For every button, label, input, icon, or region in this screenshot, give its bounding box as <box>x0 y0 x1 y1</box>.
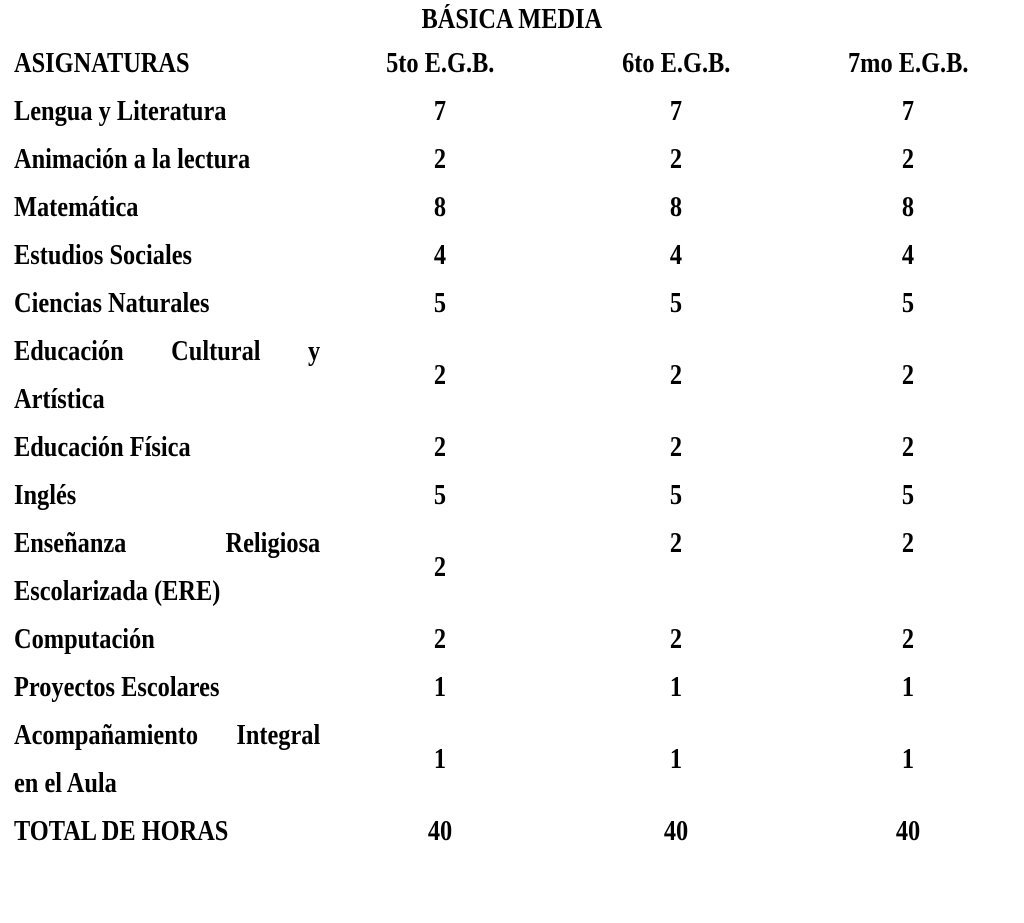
hours-value: 2 <box>433 144 447 175</box>
hours-value-cell <box>792 232 1024 280</box>
hours-value-cell <box>792 424 1024 472</box>
hours-value: 8 <box>433 192 447 223</box>
hours-value: 2 <box>433 432 447 463</box>
subject-label <box>14 616 320 664</box>
hours-value-cell <box>320 136 560 184</box>
hours-value-cell <box>560 280 792 328</box>
subject-label <box>14 424 320 472</box>
subject-text: Educación Física <box>14 432 191 463</box>
table-row <box>14 472 1024 520</box>
hours-value-cell <box>320 328 560 424</box>
subject-word: Cultural <box>171 336 261 367</box>
hours-value: 2 <box>433 360 447 391</box>
hours-value: 8 <box>901 192 915 223</box>
hours-value-cell <box>560 88 792 136</box>
hours-value-cell <box>560 184 792 232</box>
hours-value-cell <box>792 712 1024 808</box>
header-row <box>14 40 1024 88</box>
hours-value-cell <box>792 280 1024 328</box>
subject-label <box>14 664 320 712</box>
hours-value: 5 <box>669 480 683 511</box>
table-row <box>14 136 1024 184</box>
subject-text: Inglés <box>14 480 77 511</box>
hours-value: 2 <box>901 624 915 655</box>
table-row <box>14 184 1024 232</box>
hours-value-cell <box>560 616 792 664</box>
table-title <box>0 0 1024 40</box>
hours-value: 2 <box>901 360 915 391</box>
hours-value-cell <box>792 136 1024 184</box>
table-row <box>14 664 1024 712</box>
hours-value-cell <box>560 136 792 184</box>
table-row <box>14 232 1024 280</box>
column-header-5to-egb <box>320 40 560 88</box>
hours-value-cell <box>320 520 560 616</box>
hours-value-cell <box>320 664 560 712</box>
hours-value: 7 <box>433 96 447 127</box>
subject-label <box>14 808 320 856</box>
schedule-table <box>14 40 1024 856</box>
hours-value: 2 <box>669 360 683 391</box>
hours-value-cell <box>792 184 1024 232</box>
hours-value-cell <box>560 472 792 520</box>
column-header-text: 7mo E.G.B. <box>847 48 969 79</box>
hours-value: 4 <box>901 240 915 271</box>
hours-value: 2 <box>901 144 915 175</box>
hours-value: 2 <box>669 528 683 559</box>
subject-text: Estudios Sociales <box>14 240 193 271</box>
subject-word: Religiosa <box>225 528 321 559</box>
hours-value-cell <box>320 280 560 328</box>
hours-value: 5 <box>433 480 447 511</box>
hours-value: 1 <box>669 672 683 703</box>
subject-text: Proyectos Escolares <box>14 672 220 703</box>
subject-label <box>14 280 320 328</box>
hours-value-cell <box>320 712 560 808</box>
subject-line2: Artística <box>14 384 105 415</box>
hours-value: 2 <box>669 432 683 463</box>
hours-value: 1 <box>901 672 915 703</box>
hours-value-cell <box>792 664 1024 712</box>
hours-value: 5 <box>901 480 915 511</box>
table-row <box>14 424 1024 472</box>
subject-label <box>14 184 320 232</box>
column-header-asignaturas <box>14 40 320 88</box>
column-header-text: 5to E.G.B. <box>385 48 495 79</box>
subject-label <box>14 232 320 280</box>
hours-value: 40 <box>895 816 921 847</box>
hours-value: 7 <box>669 96 683 127</box>
hours-value-cell <box>792 328 1024 424</box>
subject-word: Acompañamiento <box>14 720 199 751</box>
column-header-text: 6to E.G.B. <box>621 48 731 79</box>
subject-word: Integral <box>236 720 321 751</box>
subject-label <box>14 328 320 424</box>
hours-value-cell <box>320 88 560 136</box>
table-row <box>14 328 1024 424</box>
subject-line2: en el Aula <box>14 768 117 799</box>
hours-value-cell <box>560 424 792 472</box>
hours-value-cell <box>320 184 560 232</box>
hours-value-cell <box>560 808 792 856</box>
hours-value: 2 <box>669 144 683 175</box>
hours-value-cell <box>560 520 792 616</box>
hours-value-cell <box>320 232 560 280</box>
subject-label <box>14 712 320 808</box>
table-title-text: BÁSICA MEDIA <box>421 4 603 35</box>
subject-text: Animación a la lectura <box>14 144 251 175</box>
table-row <box>14 88 1024 136</box>
table-row <box>14 712 1024 808</box>
table-row <box>14 280 1024 328</box>
hours-value-cell <box>792 88 1024 136</box>
table-body <box>14 88 1024 856</box>
column-header-7mo-egb <box>792 40 1024 88</box>
table-row <box>14 520 1024 616</box>
hours-value: 2 <box>901 432 915 463</box>
hours-value-cell <box>560 232 792 280</box>
subject-label <box>14 472 320 520</box>
hours-value: 1 <box>901 744 915 775</box>
hours-value: 5 <box>901 288 915 319</box>
hours-value-cell <box>792 520 1024 616</box>
subject-text: Ciencias Naturales <box>14 288 210 319</box>
hours-value-cell <box>560 328 792 424</box>
subject-word: Enseñanza <box>14 528 127 559</box>
subject-label <box>14 136 320 184</box>
hours-value-cell <box>320 472 560 520</box>
hours-value: 40 <box>427 816 453 847</box>
hours-value-cell <box>320 424 560 472</box>
hours-value-cell <box>560 712 792 808</box>
subject-word: Educación <box>14 336 124 367</box>
hours-value: 8 <box>669 192 683 223</box>
subject-text: Matemática <box>14 192 139 223</box>
hours-value: 2 <box>433 624 447 655</box>
hours-value: 5 <box>433 288 447 319</box>
hours-value: 2 <box>901 528 915 559</box>
column-header-6to-egb <box>560 40 792 88</box>
hours-value-cell <box>320 616 560 664</box>
hours-value-cell <box>792 616 1024 664</box>
subject-label <box>14 88 320 136</box>
column-header-text: ASIGNATURAS <box>14 48 190 79</box>
hours-value-cell <box>560 664 792 712</box>
hours-value: 7 <box>901 96 915 127</box>
subject-text: TOTAL DE HORAS <box>14 816 229 847</box>
hours-value: 4 <box>669 240 683 271</box>
table-row <box>14 808 1024 856</box>
hours-value: 1 <box>433 744 447 775</box>
hours-value: 1 <box>669 744 683 775</box>
subject-label <box>14 520 320 616</box>
hours-value: 2 <box>669 624 683 655</box>
hours-value-cell <box>792 472 1024 520</box>
hours-value: 1 <box>433 672 447 703</box>
hours-value: 4 <box>433 240 447 271</box>
hours-value-cell <box>320 808 560 856</box>
subject-word: y <box>308 336 321 367</box>
subject-text: Lengua y Literatura <box>14 96 227 127</box>
hours-value: 5 <box>669 288 683 319</box>
subject-line2: Escolarizada (ERE) <box>14 576 221 607</box>
hours-value: 40 <box>663 816 689 847</box>
table-row <box>14 616 1024 664</box>
hours-value-cell <box>792 808 1024 856</box>
hours-value: 2 <box>433 552 447 583</box>
subject-text: Computación <box>14 624 155 655</box>
